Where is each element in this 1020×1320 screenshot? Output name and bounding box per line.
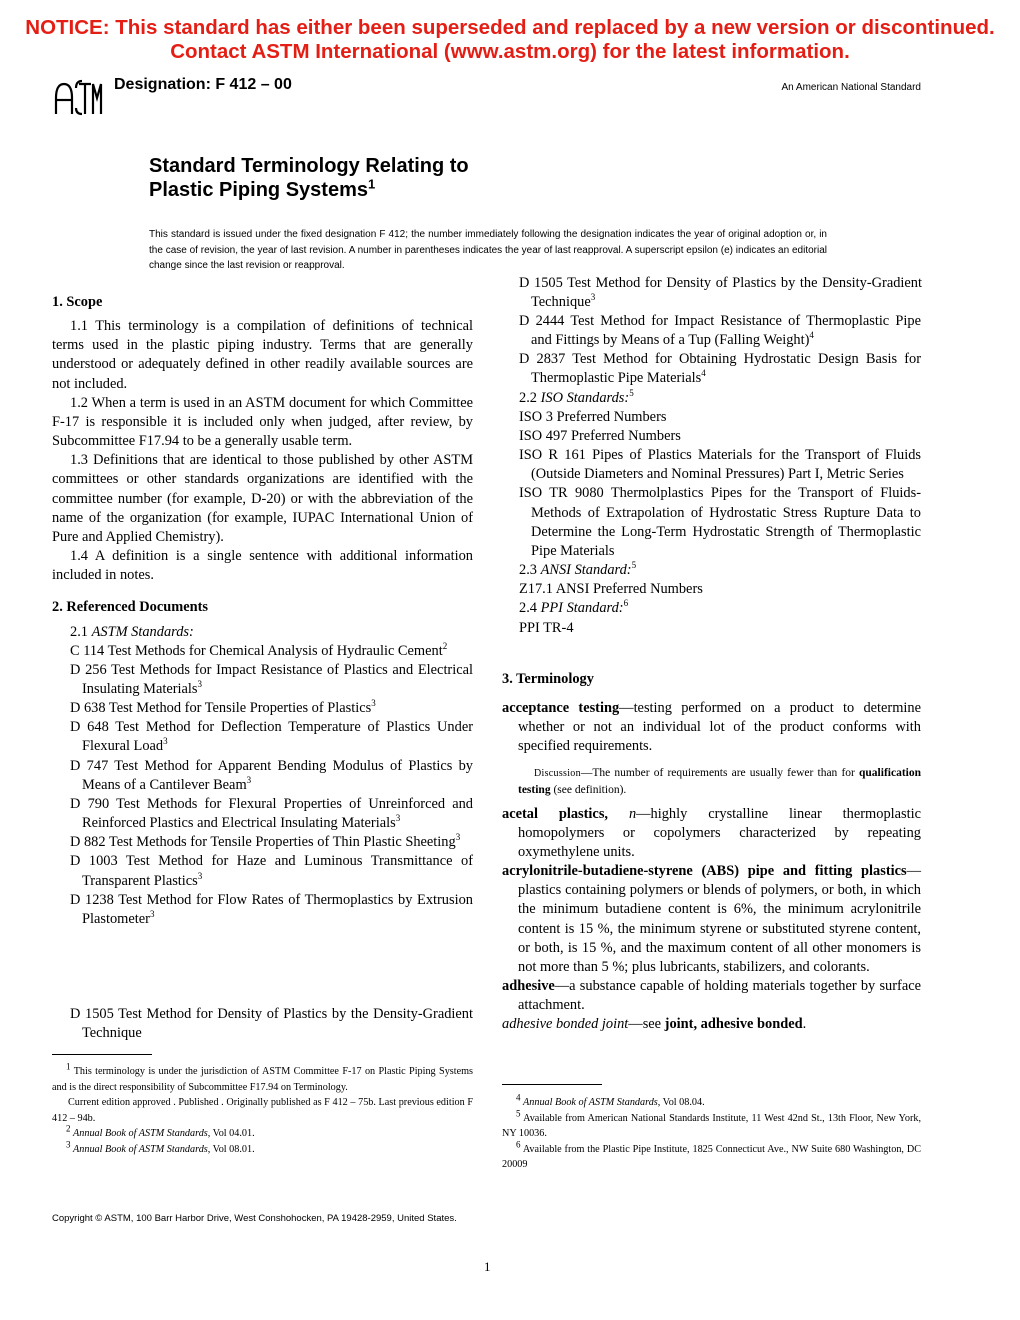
term-acetal-plastics: acetal plastics, n—highly crystalline linear thermoplastic homopolymers or copolymers characterized by repeating oxymethylene units. — [502, 805, 922, 860]
terminology-heading: 3. Terminology — [502, 671, 594, 687]
refdocs-heading: 2. Referenced Documents — [52, 599, 208, 616]
left-column — [52, 293, 473, 929]
iso-item: ISO 497 Preferred Numbers — [519, 427, 681, 444]
right-column — [519, 312, 921, 638]
ref-item-d1505-end: D 1505 Test Method for Density of Plastics by the Density-Gradient Technique$^3$ — [519, 275, 922, 311]
ref-item: D 1003 Test Method for Haze and Luminous Transmittance of Transparent Plastics$^3$ — [70, 853, 473, 889]
term-acceptance-testing: acceptance testing—testing performed on a product to determine whether or not an individual lot of the product conforms with specified requirements. — [502, 700, 921, 755]
ref-item: D 648 Test Method for Deflection Temperature of Plastics Under Flexural Load$^3$ — [70, 719, 473, 755]
ansi-item: Z17.1 ANSI Preferred Numbers — [519, 581, 703, 598]
ref-item: D 256 Test Methods for Impact Resistance of Plastics and Electrical Insulating Materials$^3$ — [70, 661, 473, 697]
ref-item: D 638 Test Method for Tensile Properties of Plastics$^3$ — [70, 698, 376, 717]
iso-item: ISO TR 9080 Thermolplastics Pipes for the Transport of Fluids-Methods of Extrapolation of Hydrostatic Stress Rupture Data to Determine the Long-Term Hydrostatic Strength of Thermoplastic Pipe Materials — [519, 485, 921, 559]
designation: Designation: F 412 – 00 — [114, 76, 292, 93]
iso-item: ISO 3 Preferred Numbers — [519, 408, 667, 425]
issued-statement: This standard is issued under the fixed designation F 412; the number immediately following the designation indicates the year of original adoption or, in the case of revision, the year of last revision. A number in parentheses indicates the year of last reapproval. A superscript epsilon (e) indicates an editorial change since the last revision or reapproval. — [149, 229, 827, 271]
terminology-section — [502, 670, 921, 1035]
discussion-note: Discussion—The number of requirements are usually fewer than for qualification testing (see definition). — [518, 766, 921, 796]
american-national-standard: An American National Standard — [781, 82, 921, 93]
notice-line-1: NOTICE: This standard has either been superseded and replaced by a new version or discontinued. — [25, 16, 995, 39]
scope-heading: 1. Scope — [52, 294, 103, 310]
page-number: 1 — [484, 1259, 491, 1274]
ansi-standard-label: 2.3 ANSI Standard:$^5$ — [519, 560, 637, 579]
page-title — [149, 154, 469, 202]
term-adhesive-bonded-joint: adhesive bonded joint—see joint, adhesive bonded. — [502, 1016, 807, 1033]
ppi-item: PPI TR-4 — [519, 619, 574, 636]
scope-1-4: 1.4 A definition is a single sentence with additional information included in notes. — [52, 548, 473, 584]
footnotes-left: $^1$ This terminology is under the jurisdiction of ASTM Committee F-17 on Plastic Piping Systems and is the direct responsibility of Subcommittee F17.94 on Terminology. Current edition approved . Published . Originally published as F 412 – 75b. Last previous edition F 412 – 94b. $^2$ Annual Book of ASTM Standards, Vol 04.01. $^3$ Annual Book of ASTM Standards, Vol 08.01. — [52, 1061, 473, 1155]
scope-1-1: 1.1 This terminology is a compilation of definitions of technical terms used in the plastic piping industry. Terms that are generally understood or adequately defined in other readily available sources are not included. — [52, 318, 473, 392]
ref-item: D 882 Test Methods for Tensile Properties of Thin Plastic Sheeting$^3$ — [70, 832, 461, 851]
astm-logo-icon — [53, 76, 103, 116]
scope-1-3: 1.3 Definitions that are identical to those published by other ASTM committees or other standards organizations are identified with the committee number (for example, D-20) or with the abbreviation of the name of the organization (for example, IUPAC International Union of Pure and Applied Chemistry). — [52, 452, 473, 545]
ref-item: D 1238 Test Method for Flow Rates of Thermoplastics by Extrusion Plastometer$^3$ — [70, 891, 473, 927]
title-footnote-ref: 1 — [367, 176, 376, 192]
ref-item: D 790 Test Methods for Flexural Properties of Unreinforced and Reinforced Plastics and Electrical Insulating Materials$^3$ — [70, 795, 473, 832]
footnote-rule-left — [52, 1054, 152, 1055]
ppi-standard-label: 2.4 PPI Standard:$^6$ — [519, 598, 629, 617]
astm-standards-label: 2.1 ASTM Standards: — [70, 623, 194, 640]
ref-item: D 747 Test Method for Apparent Bending Modulus of Plastics by Means of a Cantilever Beam$^3$ — [70, 757, 473, 793]
notice-line-2: Contact ASTM International (www.astm.org) for the latest information. — [170, 40, 850, 63]
iso-item: ISO R 161 Pipes of Plastics Materials for the Transport of Fluids (Outside Diameters and Nominal Pressures) Part I, Metric Series — [519, 447, 921, 483]
ref-item: D 2837 Test Method for Obtaining Hydrostatic Design Basis for Thermoplastic Pipe Materials$^4$ — [519, 351, 921, 387]
title-line-1: Standard Terminology Relating to — [149, 155, 469, 177]
term-abs: acrylonitrile-butadiene-styrene (ABS) pipe and fitting plastics—plastics containing polymers or blends of polymers, or both, in which the minimum butadiene content is 6%, the minimum acrylonitrile content is 15 %, the minimum styrene or substituted styrene content, or both, is 15 %, and the maximum content of all other monomers is not more than 5 %; plus lubricants, stabilizers, and colorants. — [502, 863, 921, 975]
iso-standards-label: 2.2 ISO Standards:$^5$ — [519, 387, 634, 406]
footnote-rule-right — [502, 1084, 602, 1085]
scope-1-2: 1.2 When a term is used in an ASTM document for which Committee F-17 is responsible it is included only when judged, after review, by Subcommittee F17.94 to be a generally usable term. — [52, 394, 473, 450]
footnotes-right: $^4$ Annual Book of ASTM Standards, Vol 08.04. $^5$ Available from American National Standards Institute, 11 West 42nd St., 13th Floor, New York, NY 10036. $^6$ Available from the Plastic Pipe Institute, 1825 Connecticut Ave., NW Suite 680 Washington, DC 20009 — [502, 1092, 921, 1170]
ref-item: D 2444 Test Method for Impact Resistance of Thermoplastic Pipe and Fittings by Means of a Tup (Falling Weight)$^4$ — [519, 313, 921, 349]
title-line-2: Plastic Piping Systems — [149, 179, 368, 201]
term-adhesive: adhesive—a substance capable of holding materials together by surface attachment. — [502, 978, 921, 1014]
ref-item: C 114 Test Methods for Chemical Analysis of Hydraulic Cement$^2$ — [70, 640, 448, 659]
ref-item-d1505-start: D 1505 Test Method for Density of Plastics by the Density-Gradient Technique — [70, 1006, 473, 1042]
copyright: Copyright © ASTM, 100 Barr Harbor Drive, West Conshohocken, PA 19428-2959, United States. — [52, 1213, 457, 1224]
